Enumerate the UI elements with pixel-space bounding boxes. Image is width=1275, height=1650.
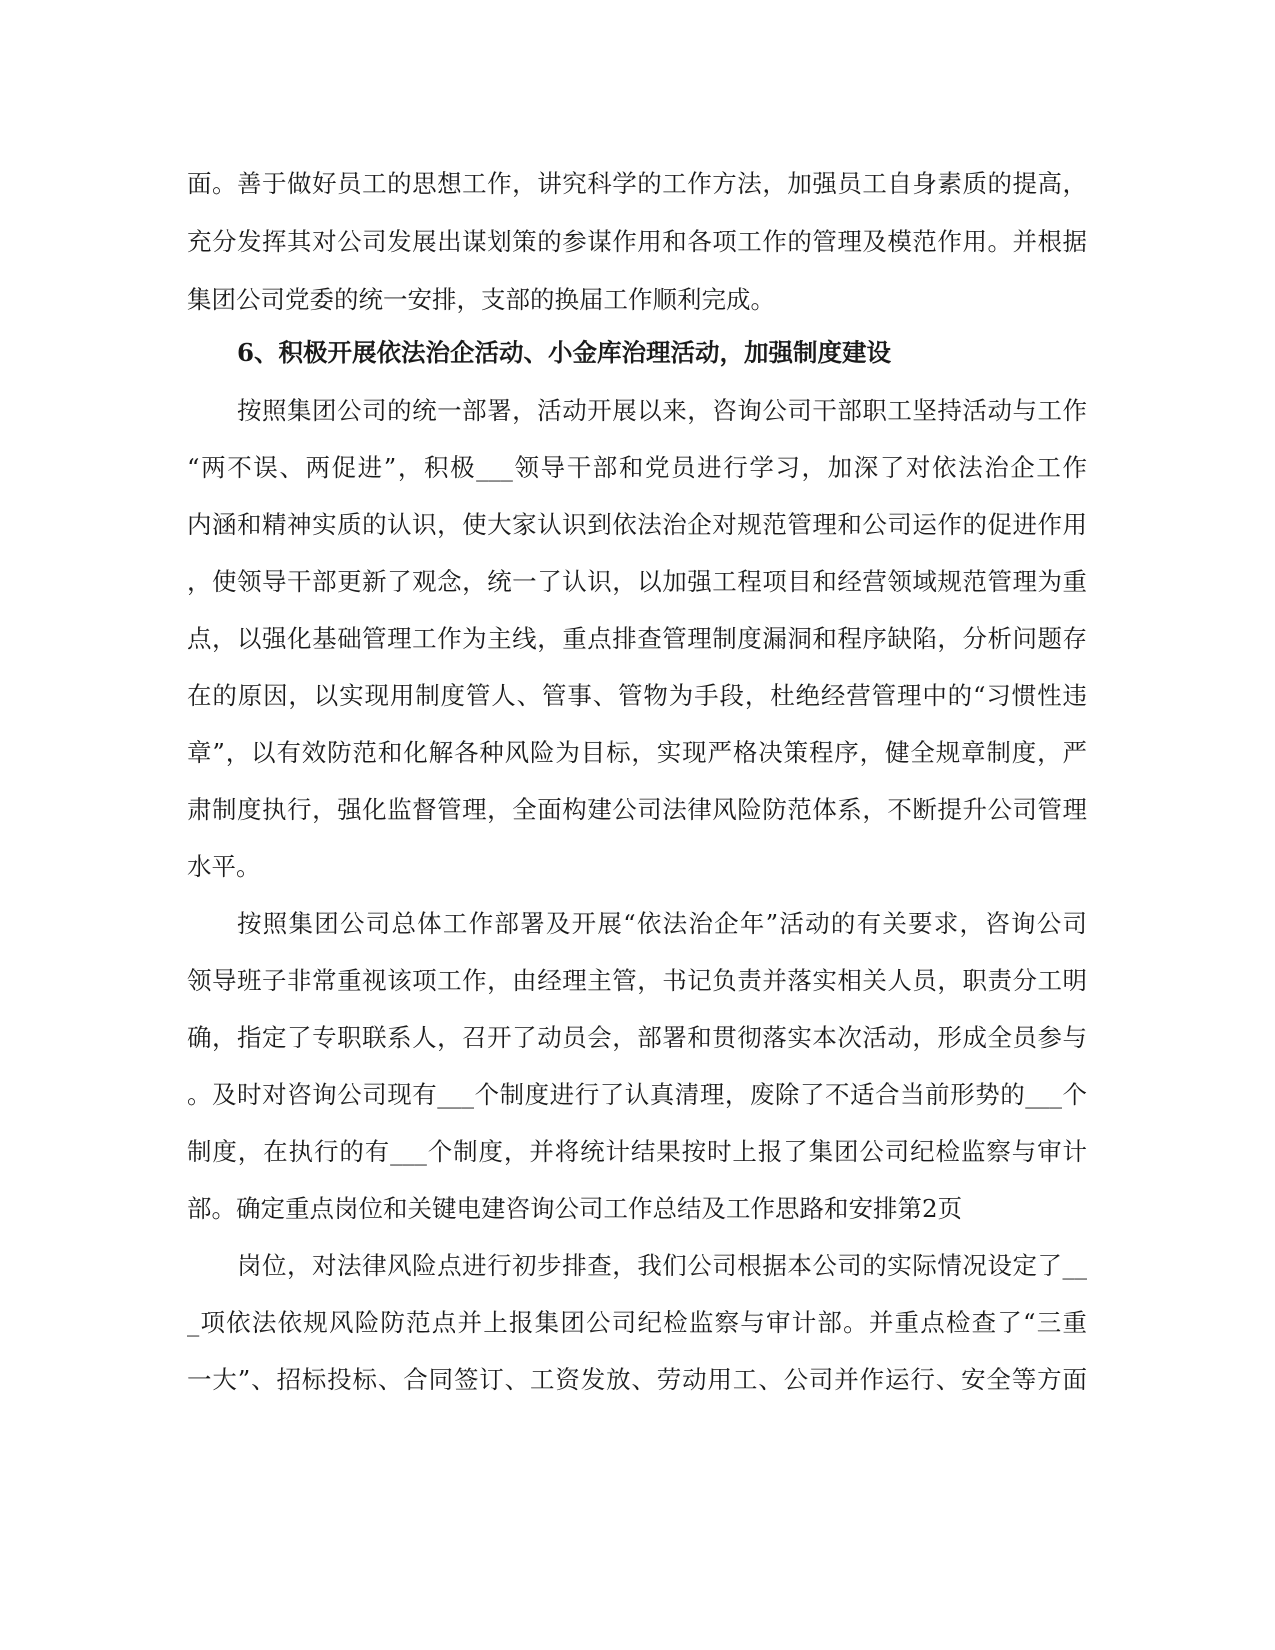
body-text-line: 章”，以有效防范和化解各种风险为目标，实现严格决策程序，健全规章制度，严 <box>187 738 1087 767</box>
body-text-line: 。及时对咨询公司现有___个制度进行了认真清理，废除了不适合当前形势的___个 <box>187 1080 1087 1109</box>
body-text-line: 水平。 <box>187 852 261 881</box>
body-text-line: 一大”、招标投标、合同签订、工资发放、劳动用工、公司并作运行、安全等方面 <box>187 1365 1087 1394</box>
paragraph-first-line: 岗位，对法律风险点进行初步排查，我们公司根据本公司的实际情况设定了__ <box>237 1251 1087 1280</box>
body-text-line: 内涵和精神实质的认识，使大家认识到依法治企对规范管理和公司运作的促进作用 <box>187 510 1087 539</box>
body-text-line: 面。善于做好员工的思想工作，讲究科学的工作方法，加强员工自身素质的提高， <box>187 169 1087 198</box>
body-text-line: 领导班子非常重视该项工作，由经理主管，书记负责并落实相关人员，职责分工明 <box>187 966 1087 995</box>
body-text-line: 确，指定了专职联系人，召开了动员会，部署和贯彻落实本次活动，形成全员参与 <box>187 1023 1087 1052</box>
body-text-line: ，使领导干部更新了观念，统一了认识，以加强工程项目和经营领域规范管理为重 <box>187 567 1087 596</box>
body-text-line: “两不误、两促进”，积极___领导干部和党员进行学习，加深了对依法治企工作 <box>187 453 1087 482</box>
body-text-line: _项依法依规风险防范点并上报集团公司纪检监察与审计部。并重点检查了“三重 <box>187 1308 1087 1337</box>
body-text-line: 充分发挥其对公司发展出谋划策的参谋作用和各项工作的管理及模范作用。并根据 <box>187 227 1087 256</box>
body-text-line: 部。确定重点岗位和关键电建咨询公司工作总结及工作思路和安排第2页 <box>187 1194 963 1223</box>
paragraph-first-line: 按照集团公司的统一部署，活动开展以来，咨询公司干部职工坚持活动与工作 <box>237 396 1087 425</box>
body-text-line: 集团公司党委的统一安排，支部的换届工作顺利完成。 <box>187 285 775 314</box>
body-text-line: 制度，在执行的有___个制度，并将统计结果按时上报了集团公司纪检监察与审计 <box>187 1137 1087 1166</box>
body-text-line: 点，以强化基础管理工作为主线，重点排查管理制度漏洞和程序缺陷，分析问题存 <box>187 624 1087 653</box>
body-text-line: 在的原因，以实现用制度管人、管事、管物为手段，杜绝经营管理中的“习惯性违 <box>187 681 1087 710</box>
paragraph-first-line: 按照集团公司总体工作部署及开展“依法治企年”活动的有关要求，咨询公司 <box>237 909 1087 938</box>
body-text-line: 肃制度执行，强化监督管理，全面构建公司法律风险防范体系，不断提升公司管理 <box>187 795 1087 824</box>
section-heading: 6、积极开展依法治企活动、小金库治理活动，加强制度建设 <box>237 338 892 367</box>
